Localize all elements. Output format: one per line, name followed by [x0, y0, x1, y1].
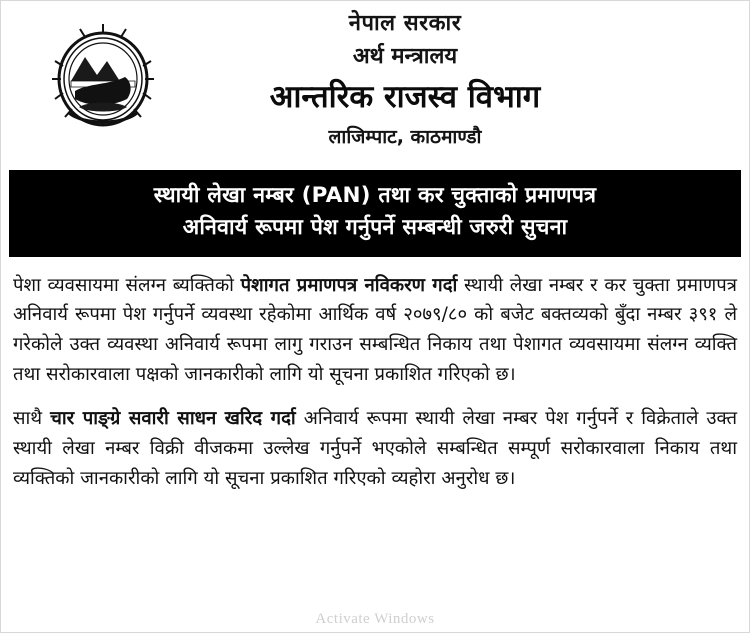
- notice-title-line-2: अनिवार्य रूपमा पेश गर्नुपर्ने सम्बन्धी जरुरी सुचना: [182, 215, 568, 241]
- notice-paragraph-1: [13, 271, 737, 391]
- paragraph-1-part-1: पेशा व्यवसायमा संलग्न ब्यक्तिको: [13, 274, 241, 296]
- activate-windows-watermark: Activate Windows: [315, 611, 435, 627]
- department-name: आन्तरिक राजस्व विभाग: [269, 78, 541, 115]
- paragraph-2-bold-1: चार पाङ्ग्रे सवारी साधन खरिद गर्दा: [50, 408, 296, 430]
- document-header: [1, 1, 749, 166]
- paragraph-2-part-2: अनिवार्य रूपमा स्थायी लेखा नम्बर पेश गर्नुपर्ने र विक्रेताले उक्त स्थायी लेखा नम्बर विक्री वीजकमा उल्लेख गर्नुपर्ने भएकोले सम्बन्धित सम्पूर्ण सरोकारवाला निकाय तथा व्यक्तिको जानकारीको लागि यो सूचना प्रकाशित गरिएको व्यहोरा अनुरोध छ।: [13, 408, 738, 490]
- notice-title-bar: [9, 170, 741, 257]
- paragraph-2-part-1: साथै: [13, 408, 51, 430]
- notice-paragraph-2: [13, 404, 737, 494]
- notice-title-line-1: स्थायी लेखा नम्बर (PAN) तथा कर चुक्ताको प्रमाणपत्र: [153, 183, 597, 208]
- ministry-name: अर्थ मन्त्रालय: [352, 43, 458, 69]
- government-name: नेपाल सरकार: [348, 11, 462, 36]
- paragraph-1-bold-1: पेशागत प्रमाणपत्र नविकरण गर्दा: [240, 274, 458, 296]
- office-address: लाजिम्पाट, काठमाण्डौ: [328, 125, 482, 148]
- nepal-government-emblem-icon: [49, 21, 157, 133]
- paragraph-1-part-2: स्थायी लेखा नम्बर र कर चुक्ता प्रमाणपत्र अनिवार्य रूपमा पेश गर्नुपर्ने व्यवस्था रहेकोमा आर्थिक वर्ष २०७९/८० को बजेट बक्तव्यको बुँदा नम्बर ३९१ ले गरेकोले उक्त व्यवस्था अनिवार्य रूपमा लागु गराउन सम्बन्धित निकाय तथा पेशागत व्यवसायमा संलग्न व्यक्ति तथा सरोकारवाला पक्षको जानकारीको लागि यो सूचना प्रकाशित गरिएको छ।: [13, 274, 738, 386]
- notice-body: [1, 257, 749, 495]
